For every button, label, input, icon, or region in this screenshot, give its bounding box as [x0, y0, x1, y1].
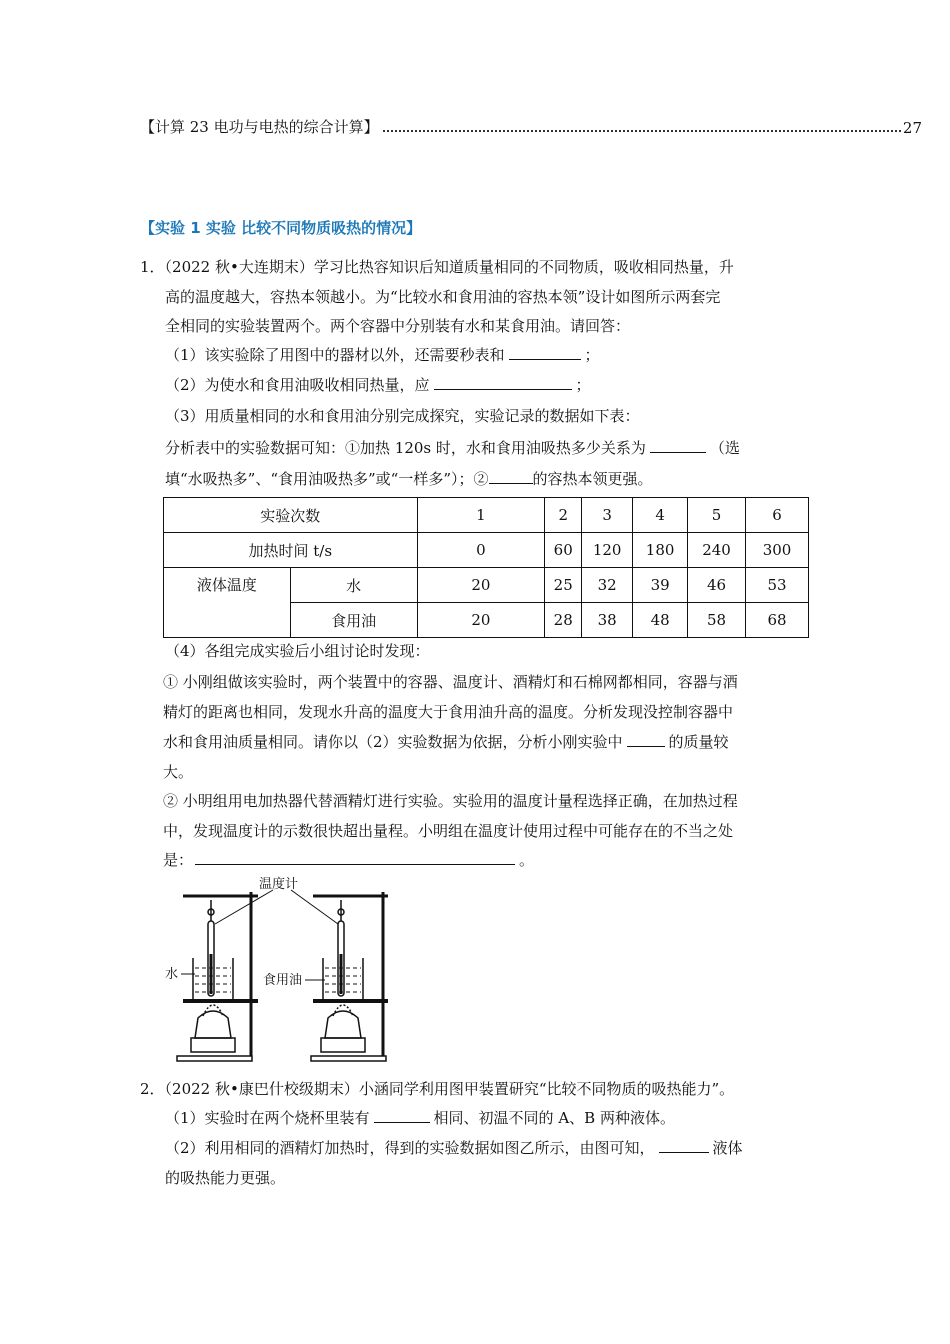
q1-p3: [163, 728, 729, 757]
q2-sub3: 的吸热能力更强。: [165, 1169, 286, 1187]
q1-p7: [163, 846, 534, 875]
answer-blank-1[interactable]: [509, 343, 581, 360]
table-row-water: [164, 568, 809, 603]
table-cell: 1: [417, 498, 545, 533]
table-cell: 46: [688, 568, 746, 603]
table-cell: 120: [582, 533, 633, 568]
q1-analysis-2: [165, 465, 653, 494]
answer-blank-2[interactable]: [434, 373, 572, 390]
table-cell: 20: [417, 568, 545, 603]
data-table: [163, 497, 809, 638]
q1-p4: 大。: [163, 763, 194, 781]
q2-line1: 2．（2022 秋•康巴什校级期末）小涵同学利用图甲装置研究“比较不同物质的吸热能力”。: [140, 1080, 735, 1098]
table-cell: 0: [417, 533, 545, 568]
right-stand-base: [311, 1056, 386, 1061]
q1-p7a: 是：: [163, 851, 194, 869]
q1-line2: 高的温度越大，容热本领越小。为“比较水和食用油的容热本领”设计如图所示两套完: [165, 288, 721, 306]
q1-p1: ① 小刚组做该实验时，两个装置中的容器、温度计、酒精灯和石棉网都相同，容器与酒: [163, 673, 738, 691]
table-cell: 5: [688, 498, 746, 533]
label-thermometer: 温度计: [259, 877, 299, 892]
table-cell: 3: [582, 498, 633, 533]
table-row-runs: [164, 498, 809, 533]
q1-p3a: 水和食用油质量相同。请你以（2）实验数据为依据，分析小刚实验中: [163, 733, 623, 751]
table-header-temperature: 液体温度: [164, 568, 291, 638]
answer-blank-6[interactable]: [195, 848, 515, 865]
q1-p5: ② 小明组用电加热器代替酒精灯进行实验。实验用的温度计量程选择正确，在加热过程: [163, 792, 738, 810]
q1-analysis-2a: 填“水吸热多”、“食用油吸热多”或“一样多”）；: [165, 470, 474, 488]
toc-label: 【计算 23 电功与电热的综合计算】: [140, 118, 379, 136]
table-cell: 20: [417, 603, 545, 638]
q2-sub2a: （2）利用相同的酒精灯加热时，得到的实验数据如图乙所示，由图可知，: [165, 1139, 655, 1157]
left-lamp-base: [191, 1038, 235, 1052]
table-cell: 300: [746, 533, 809, 568]
q2-sub1: [165, 1104, 675, 1133]
q2-sub1b: 相同、初温不同的 A、B 两种液体。: [433, 1109, 675, 1127]
table-cell: 53: [746, 568, 809, 603]
q1-analysis-1a: 分析表中的实验数据可知：: [165, 439, 346, 457]
q1-sub2-end: ；: [575, 376, 591, 394]
q1-sub1: [165, 341, 600, 370]
q1-line3: 全相同的实验装置两个。两个容器中分别装有水和某食用油。请回答：: [165, 317, 631, 335]
q1-sub1-end: ；: [584, 346, 600, 364]
label-water: 水: [165, 967, 179, 982]
q1-analysis-2b: ②: [473, 470, 489, 488]
label-oil: 食用油: [263, 973, 303, 988]
right-alcohol-lamp: [325, 1011, 361, 1038]
table-cell: 48: [633, 603, 688, 638]
table-cell: 58: [688, 603, 746, 638]
section-title: 【实验 1 实验 比较不同物质吸热的情况】: [140, 219, 422, 237]
q1-analysis-1c: （选: [709, 439, 740, 457]
q1-sub2-text: （2）为使水和食用油吸收相同热量，应: [165, 376, 430, 394]
table-cell: 68: [746, 603, 809, 638]
table-header-oil: 食用油: [290, 603, 417, 638]
answer-blank-4[interactable]: [489, 467, 533, 484]
table-cell: 240: [688, 533, 746, 568]
left-stand-base: [177, 1056, 252, 1061]
right-lamp-base: [321, 1038, 365, 1052]
answer-blank-5[interactable]: [627, 730, 665, 747]
q1-analysis-1: [165, 434, 740, 463]
table-header-time: 加热时间 t/s: [164, 533, 418, 568]
toc-page-number: 27: [902, 119, 922, 137]
toc-entry[interactable]: [140, 116, 922, 137]
table-cell: 60: [545, 533, 582, 568]
table-cell: 28: [545, 603, 582, 638]
table-cell: 2: [545, 498, 582, 533]
toc-leader-dots: [383, 129, 901, 132]
q1-sub2: [165, 371, 591, 400]
table-cell: 38: [582, 603, 633, 638]
q1-analysis-2c: 的容热本领更强。: [532, 470, 653, 488]
answer-blank-7[interactable]: [374, 1106, 430, 1123]
q1-p6: 中，发现温度计的示数很快超出量程。小明组在温度计使用过程中可能存在的不当之处: [163, 822, 734, 840]
experiment-apparatus-figure: [163, 876, 393, 1066]
q1-p2: 精灯的距离也相同，发现水升高的温度大于食用油升高的温度。分析发现没控制容器中: [163, 703, 734, 721]
answer-blank-8[interactable]: [659, 1136, 709, 1153]
q1-p7b: 。: [519, 851, 535, 869]
table-header-water: 水: [290, 568, 417, 603]
table-cell: 39: [633, 568, 688, 603]
q1-analysis-1b: ①加热 120s 时，水和食用油吸热多少关系为: [345, 439, 646, 457]
q2-sub2: [165, 1134, 743, 1163]
q1-sub4: （4）各组完成实验后小组讨论时发现：: [165, 642, 430, 660]
left-alcohol-lamp: [195, 1011, 231, 1038]
table-cell: 6: [746, 498, 809, 533]
q1-sub1-text: （1）该实验除了用图中的器材以外，还需要秒表和: [165, 346, 505, 364]
table-cell: 25: [545, 568, 582, 603]
q2-sub2b: 液体: [712, 1139, 743, 1157]
table-header-runs: 实验次数: [164, 498, 418, 533]
q1-line1: 1．（2022 秋•大连期末）学习比热容知识后知道质量相同的不同物质，吸收相同热量，升: [140, 258, 734, 276]
table-cell: 32: [582, 568, 633, 603]
table-row-time: [164, 533, 809, 568]
q2-sub1a: （1）实验时在两个烧杯里装有: [165, 1109, 370, 1127]
table-cell: 4: [633, 498, 688, 533]
q1-sub3: （3）用质量相同的水和食用油分别完成探究，实验记录的数据如下表：: [165, 407, 640, 425]
q1-p3b: 的质量较: [668, 733, 729, 751]
answer-blank-3[interactable]: [650, 436, 706, 453]
table-cell: 180: [633, 533, 688, 568]
